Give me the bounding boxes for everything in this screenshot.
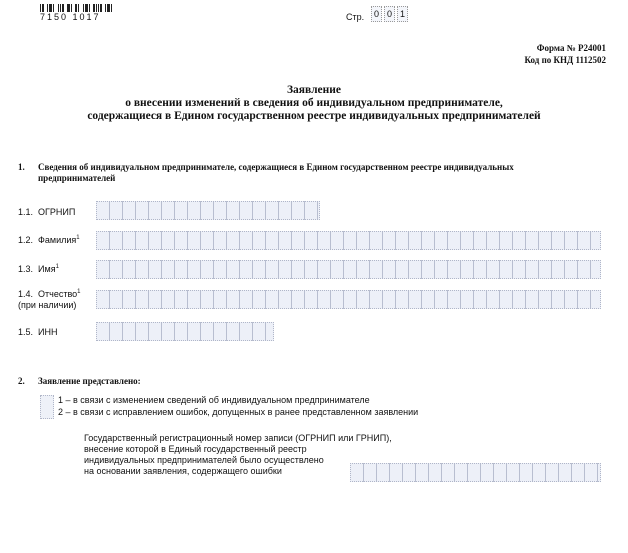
- note-line: внесение которой в Единый государственный реестр: [84, 444, 307, 454]
- application-reason-code-input[interactable]: [40, 395, 54, 419]
- note-line: индивидуальных предпринимателей было осуществлено: [84, 455, 324, 465]
- note-line: Государственный регистрационный номер записи (ОГРНИП или ГРНИП),: [84, 433, 392, 443]
- ogrnip-input[interactable]: [96, 201, 320, 220]
- page-digit: 0: [371, 6, 382, 22]
- barcode-number: 7150 1017: [40, 12, 101, 22]
- knd-code: Код по КНД 1112502: [524, 55, 606, 65]
- field-label-patronymic: 1.4. Отчество$^1$ (при наличии): [18, 289, 81, 310]
- section-2-heading: Заявление представлено:: [38, 376, 141, 386]
- document-title: [0, 84, 628, 123]
- title-line: содержащиеся в Едином государственном реестре индивидуальных предпринимателей: [87, 110, 541, 122]
- section-1-heading-line: Сведения об индивидуальном предпринимателе, содержащиеся в Едином государственном реестре индивидуальных: [38, 162, 514, 172]
- form-number: Форма № Р24001: [536, 43, 606, 53]
- surname-input[interactable]: [96, 231, 601, 250]
- page-label: Стр.: [346, 12, 365, 22]
- name-input[interactable]: [96, 260, 601, 279]
- section-2-number: 2.: [18, 376, 25, 386]
- section-1-number: 1.: [18, 162, 25, 172]
- page-number-cells: [371, 6, 408, 22]
- patronymic-input[interactable]: [96, 290, 601, 309]
- section-1-heading-line: предпринимателей: [38, 173, 116, 183]
- inn-input[interactable]: [96, 322, 274, 341]
- form-identifier: [524, 42, 606, 66]
- record-number-note: [84, 433, 392, 477]
- note-line: на основании заявления, содержащего ошибки: [84, 466, 282, 476]
- field-label-inn: 1.5. ИНН: [18, 327, 58, 337]
- field-label-name: 1.3. Имя$^1$: [18, 264, 59, 274]
- barcode-icon: [40, 4, 118, 12]
- title-line: о внесении изменений в сведения об индивидуальном предпринимателе,: [125, 97, 503, 109]
- title-line: Заявление: [286, 84, 341, 96]
- record-number-input[interactable]: [350, 463, 601, 482]
- field-label-surname: 1.2. Фамилия$^1$: [18, 235, 80, 245]
- field-label-ogrnip: 1.1. ОГРНИП: [18, 207, 76, 217]
- option-change-info: 1 – в связи с изменением сведений об индивидуальном предпринимателе: [58, 395, 370, 405]
- option-correct-errors: 2 – в связи с исправлением ошибок, допущенных в ранее представленном заявлении: [58, 407, 419, 417]
- section-1-heading: [38, 162, 618, 184]
- page-digit: 1: [397, 6, 408, 22]
- page-digit: 0: [384, 6, 395, 22]
